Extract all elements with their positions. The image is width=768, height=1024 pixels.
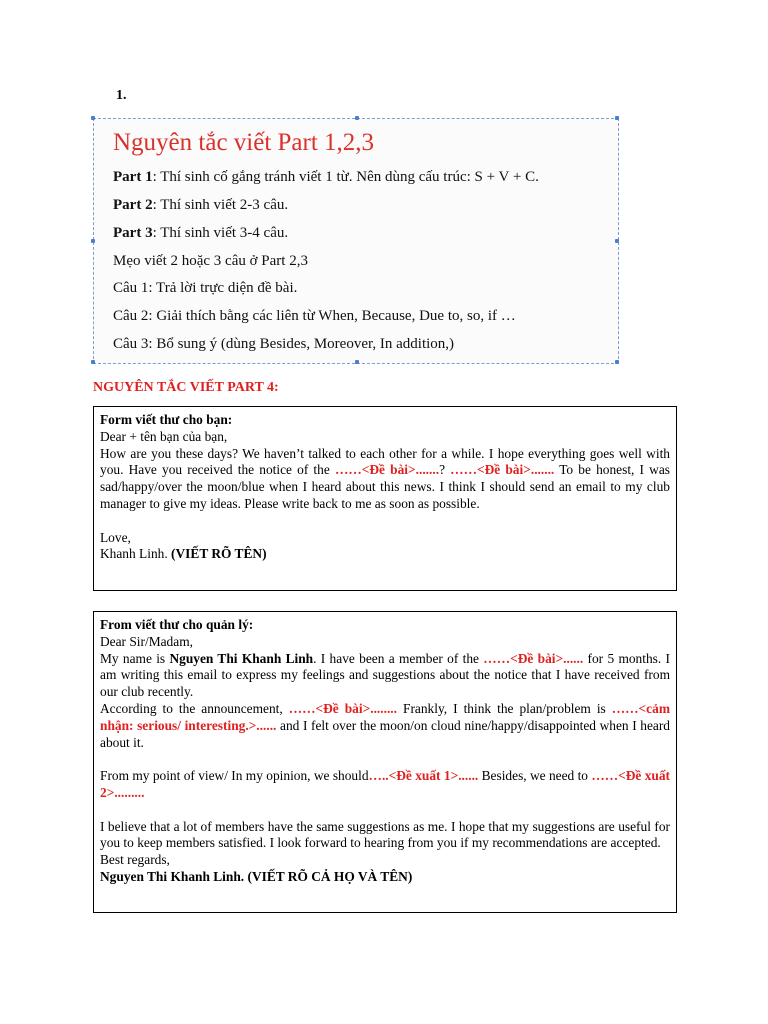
manager-letter-closing: Best regards, (100, 852, 170, 868)
manager-letter-signature: Nguyen Thi Khanh Linh. (VIẾT RÕ CẢ HỌ VÀ TÊN) (100, 868, 413, 884)
rule-text: : Thí sinh viết 3-4 câu. (152, 225, 289, 241)
placeholder-topic: ……<Đề bài>....... (334, 462, 440, 478)
resize-handle-icon[interactable] (91, 360, 95, 364)
resize-handle-icon[interactable] (355, 360, 359, 364)
friend-letter-box (93, 406, 677, 591)
signature-note: (VIẾT RÕ TÊN) (171, 546, 267, 562)
rule-label: Part 2 (113, 197, 153, 213)
rule-text: Câu 3: Bổ sung ý (dùng Besides, Moreover, In addition,) (113, 336, 455, 352)
body-text: From my point of view/ In my opinion, we should (100, 768, 369, 784)
resize-handle-icon[interactable] (355, 116, 359, 120)
placeholder-topic: ……<Đề bài>...... (483, 650, 584, 666)
rule-label: Part 1 (113, 169, 153, 185)
rule-text: Mẹo viết 2 hoặc 3 câu ở Part 2,3 (113, 253, 308, 269)
body-text: How are you these days? We haven’t talked to each other for a while. I hope everything goes well with you. Have you received the notice of the (100, 445, 670, 478)
rule-line-part2 (113, 197, 288, 214)
body-text: and I felt over the moon/on cloud nine/happy/disappointed when I heard about it. (100, 717, 670, 750)
placeholder-topic: ……<Đề bài>....... (450, 462, 555, 478)
body-text: My name is (100, 650, 170, 666)
rule-line-tip (113, 253, 308, 270)
friend-letter-signature (100, 546, 670, 563)
signature-name: Khanh Linh. (100, 546, 172, 562)
friend-letter-body (100, 446, 670, 513)
friend-letter-heading: Form viết thư cho bạn: (100, 412, 233, 427)
rule-label: Part 3 (113, 225, 153, 241)
resize-handle-icon[interactable] (615, 360, 619, 364)
manager-letter-suggestions (100, 768, 670, 802)
embedded-image-card[interactable] (93, 118, 619, 364)
friend-letter-greeting: Dear + tên bạn của bạn, (100, 428, 228, 444)
manager-letter-conclusion: I believe that a lot of members have the same suggestions as me. I hope that my suggestions are useful for you to keep members satisfied. I look forward to hearing from you if my recommendations are accepted. (100, 818, 670, 851)
rule-line-sentence1 (113, 280, 297, 297)
manager-letter-box (93, 611, 677, 913)
body-text: To be honest, I was sad/happy/over the moon/blue when I heard about this news. I think I should send an email to my club manager to give my ideas. Please write back to me as soon as possible. (100, 462, 670, 511)
resize-handle-icon[interactable] (615, 239, 619, 243)
manager-letter-greeting: Dear Sir/Madam, (100, 633, 193, 649)
card-title: Nguyên tắc viết Part 1,2,3 (113, 129, 375, 156)
rule-text: Câu 1: Trả lời trực diện đề bài. (113, 280, 298, 296)
manager-letter-heading: From viết thư cho quản lý: (100, 617, 254, 632)
placeholder-suggestion-1: …..<Đề xuất 1>...... (368, 768, 479, 784)
resize-handle-icon[interactable] (91, 239, 95, 243)
part4-title: NGUYÊN TẮC VIẾT PART 4: (93, 380, 279, 395)
manager-letter-announcement (100, 701, 670, 751)
rule-text: : Thí sinh viết 2-3 câu. (152, 197, 289, 213)
rule-line-part3 (113, 225, 288, 242)
body-text: According to the announcement, (100, 700, 289, 716)
manager-letter-intro (100, 651, 670, 701)
body-text: ? (439, 462, 451, 478)
rule-text: Câu 2: Giải thích bằng các liên từ When, Because, Due to, so, if … (113, 308, 516, 324)
rule-line-sentence2 (113, 308, 516, 325)
placeholder-suggestion-2: ……<Đề xuất 2>......... (100, 768, 671, 800)
placeholder-topic: ……<Đề bài>........ (288, 700, 397, 716)
placeholder-feeling: ……<cảm nhận: serious/ interesting.>...... (100, 700, 670, 733)
list-number: 1. (116, 88, 127, 103)
rule-line-part1 (113, 169, 539, 186)
body-text: for 5 months. I am writing this email to express my feelings and suggestions about the notice that I have received from our club recently. (100, 650, 670, 700)
body-text: Besides, we need to (478, 768, 592, 784)
rule-line-sentence3 (113, 336, 454, 353)
body-text: Frankly, I think the plan/problem is (397, 700, 612, 716)
friend-letter-closing: Love, (100, 529, 131, 545)
resize-handle-icon[interactable] (91, 116, 95, 120)
body-text: . I have been a member of the (313, 650, 484, 666)
writer-name: Nguyen Thi Khanh Linh (169, 650, 314, 666)
resize-handle-icon[interactable] (615, 116, 619, 120)
rule-text: : Thí sinh cố gắng tránh viết 1 từ. Nên dùng cấu trúc: S + V + C. (152, 169, 539, 185)
